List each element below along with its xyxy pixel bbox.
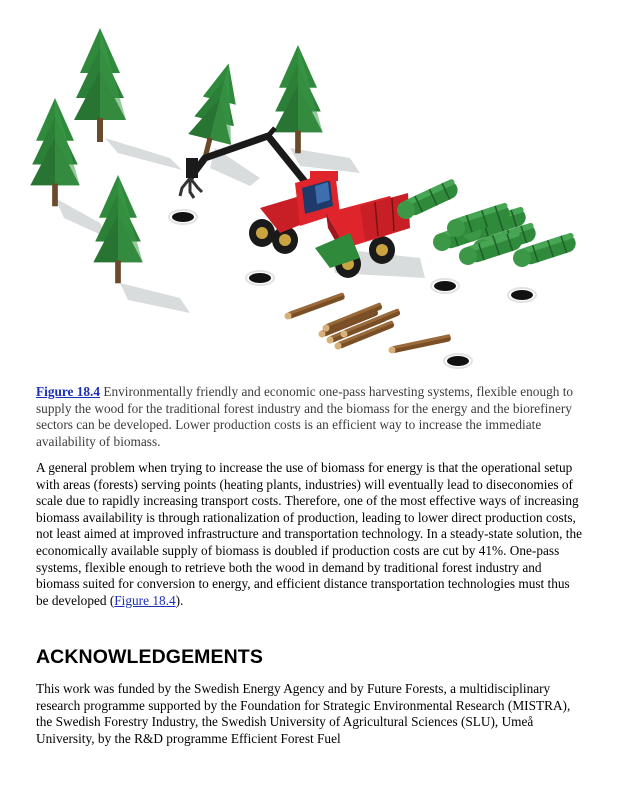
biomass-bundles — [431, 202, 578, 269]
caption-text: Environmentally friendly and economic one-pass harvesting systems, flexible enough to supply the wood for the traditional forest industry and the biomass for the energy and the biorefinery sectors can be developed. Lower production costs is an efficient way to increase the immediate availability of biomass. — [36, 384, 574, 449]
harvester — [180, 128, 461, 278]
tree-1 — [74, 28, 126, 142]
figure-caption — [36, 384, 584, 450]
acknowledgements-heading: ACKNOWLEDGEMENTS — [36, 646, 263, 668]
figure-reference-link[interactable]: Figure 18.4 — [114, 592, 176, 608]
figure-label[interactable]: Figure 18.4 — [36, 384, 101, 399]
acknowledgements-paragraph: This work was funded by the Swedish Energy Agency and by Future Forests, a multidisciplinary research programme supported by the Foundation for Strategic Environmental Research (MISTRA), the Swedish Forestry Industry, the Swedish University of Agricultural Sciences (SLU), Umeå University, by the R&D programme Efficient Forest Fuel — [36, 681, 571, 746]
log-piles — [284, 292, 452, 354]
tree-4 — [273, 45, 322, 153]
tree-2 — [30, 98, 79, 206]
body-text: A general problem when trying to increase the use of biomass for energy is that the operational setup with areas (forests) serving points (heating plants, industries) will eventually lead to diseconomies of scale due to rapidly increasing transport costs. Therefore, one of the most effective ways of increasing biomass availability is through rationalization of production, leading to lower direct production costs, not least aimed at improved infrastructure and transportation technology. In a steady-state solution, the economically available supply of biomass is doubled if production costs are cut by 41%. One-pass systems, flexible enough to retrieve both the wood in demand by traditional forest industry and biomass suited for conversion to energy, and efficient distance transportation technologies must thus be developed ( — [36, 460, 582, 608]
harvester-illustration — [30, 28, 590, 373]
body-tail: ). — [175, 592, 184, 608]
body-paragraph — [36, 460, 584, 609]
